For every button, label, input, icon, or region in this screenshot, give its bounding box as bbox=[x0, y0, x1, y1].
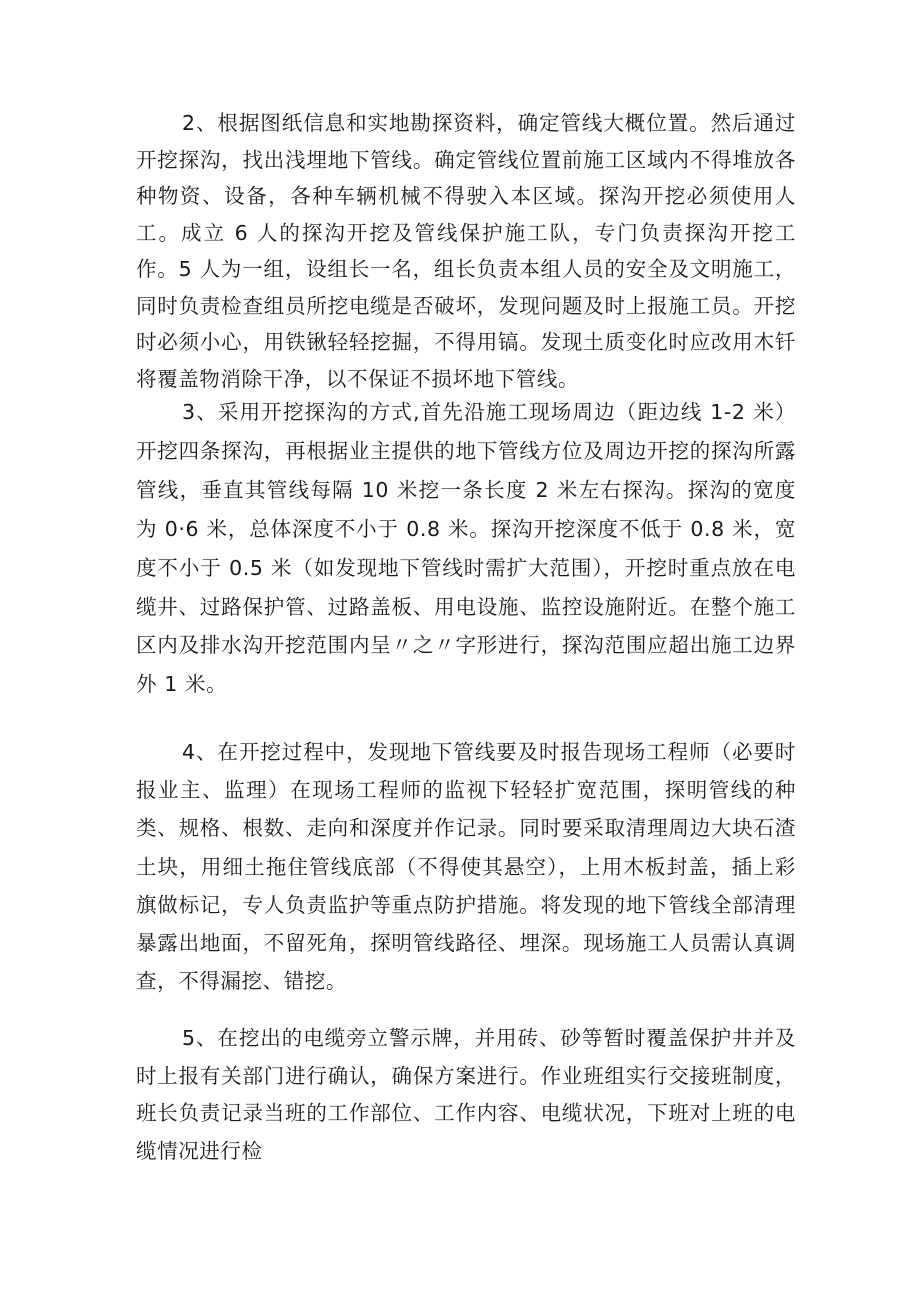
paragraph-step-4: 4、在开挖过程中，发现地下管线要及时报告现场工程师（必要时报业主、监理）在现场工程师的监视下轻轻扩宽范围，探明管线的种类、规格、根数、走向和深度并作记录。同时要采取清理周边大块石渣土块，用细土拖住管线底部（不得使其悬空），上用木板封盖，插上彩旗做标记，专人负责监护等重点防护措施。将发现的地下管线全部清理暴露出地面，不留死角，探明管线路径、埋深。现场施工人员需认真调查，不得漏挖、错挖。 bbox=[136, 740, 796, 994]
paragraph-step-5: 5、在挖出的电缆旁立警示牌，并用砖、砂等暂时覆盖保护井并及时上报有关部门进行确认，确保方案进行。作业班组实行交接班制度，班长负责记录当班的工作部位、工作内容、电缆状况，下班对上班的电缆情况进行检 bbox=[136, 1026, 796, 1163]
paragraph-step-3: 3、采用开挖探沟的方式,首先沿施工现场周边（距边线 1-2 米）开挖四条探沟，再根据业主提供的地下管线方位及周边开挖的探沟所露管线，垂直其管线每隔 10 米挖一条长度 2 米左右探沟。探沟的宽度为 0·6 米，总体深度不小于 0.8 米。探沟开挖深度不低于 0.8 米，宽度不小于 0.5 米（如发现地下管线时需扩大范围），开挖时重点放在电缆井、过路保护管、过路盖板、用电设施、监控设施附近。在整个施工区内及排水沟开挖范围内呈〃之〃字形进行，探沟范围应超出施工边界外 1 米。 bbox=[136, 400, 796, 697]
paragraph-step-2: 2、根据图纸信息和实地勘探资料，确定管线大概位置。然后通过开挖探沟，找出浅埋地下管线。确定管线位置前施工区域内不得堆放各种物资、设备，各种车辆机械不得驶入本区域。探沟开挖必须使用人工。成立 6 人的探沟开挖及管线保护施工队，专门负责探沟开挖工作。5 人为一组，设组长一名，组长负责本组人员的安全及文明施工，同时负责检查组员所挖电缆是否破坏，发现问题及时上报施工员。开挖时必须小心，用铁锹轻轻挖掘，不得用镐。发现土质变化时应改用木钎将覆盖物消除干净，以不保证不损坏地下管线。 bbox=[136, 111, 796, 391]
